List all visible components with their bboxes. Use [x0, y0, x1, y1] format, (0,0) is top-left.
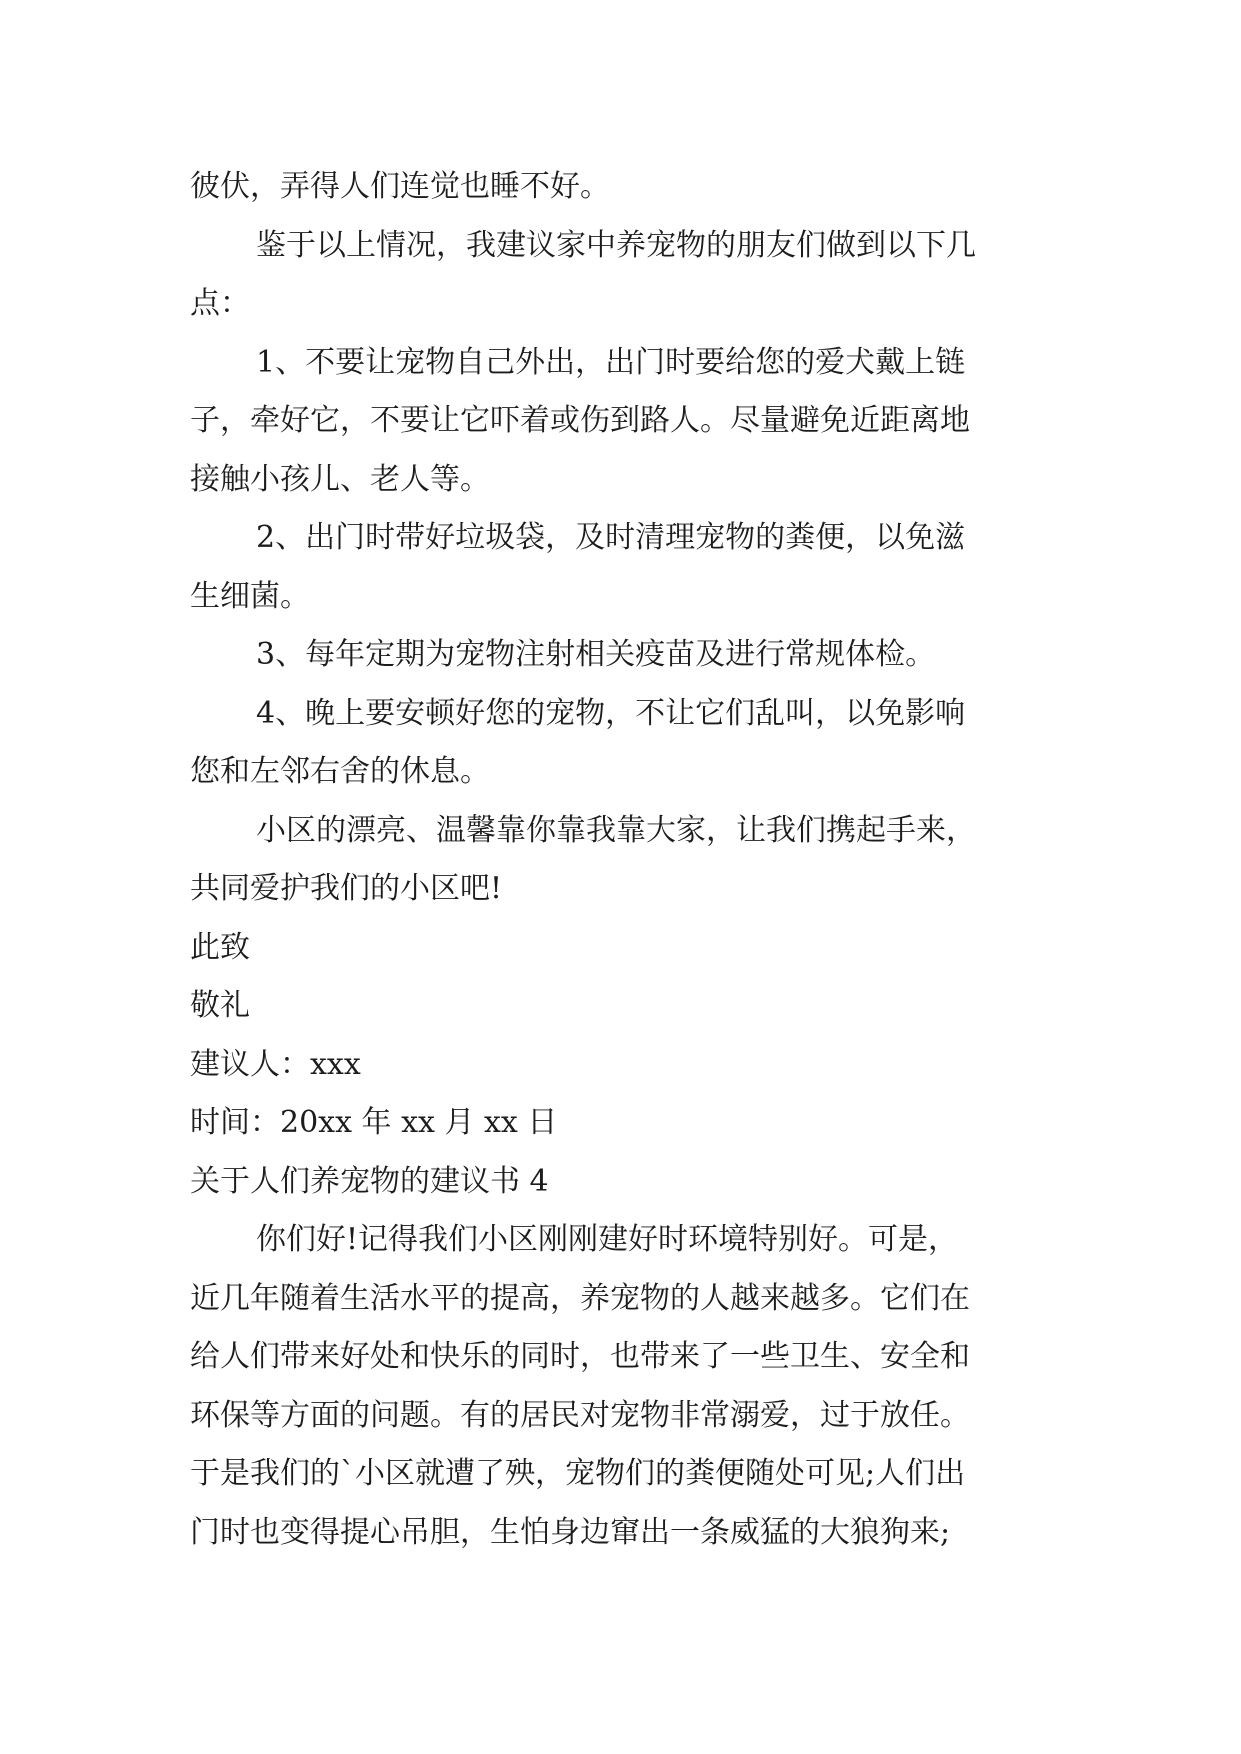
text-line: 小区的漂亮、温馨靠你靠我靠大家，让我们携起手来， — [256, 812, 976, 848]
text-line: 1、不要让宠物自己外出，出门时要给您的爱犬戴上链 — [256, 344, 966, 380]
text-line: 此致 — [190, 929, 250, 965]
text-line: 点： — [190, 286, 250, 321]
text-line: 4、晚上要安顿好您的宠物，不让它们乱叫，以免影响 — [256, 695, 966, 731]
text-line: 门时也变得提心吊胆，生怕身边窜出一条威猛的大狼狗来; — [190, 1514, 951, 1550]
text-line: 建议人：xxx — [190, 1046, 361, 1082]
text-line: 鉴于以上情况，我建议家中养宠物的朋友们做到以下几 — [256, 227, 976, 263]
text-line: 接触小孩儿、老人等。 — [190, 461, 490, 497]
text-line: 3、每年定期为宠物注射相关疫苗及进行常规体检。 — [256, 637, 936, 672]
text-line: 2、出门时带好垃圾袋，及时清理宠物的粪便，以免滋 — [256, 520, 966, 555]
text-line: 彼伏，弄得人们连觉也睡不好。 — [190, 169, 610, 204]
document-body — [190, 158, 1070, 1562]
text-line: 共同爱护我们的小区吧! — [190, 871, 503, 906]
text-line: 环保等方面的问题。有的居民对宠物非常溺爱，过于放任。 — [190, 1397, 970, 1433]
text-line: 时间：20xx 年 xx 月 xx 日 — [190, 1105, 558, 1140]
text-line: 生细菌。 — [190, 578, 310, 614]
text-line: 于是我们的`小区就遭了殃，宠物们的粪便随处可见;人们出 — [190, 1456, 966, 1491]
text-line: 敬礼 — [190, 988, 250, 1023]
text-line: 近几年随着生活水平的提高，养宠物的人越来越多。它们在 — [190, 1280, 970, 1316]
text-line: 给人们带来好处和快乐的同时，也带来了一些卫生、安全和 — [190, 1339, 970, 1374]
text-line: 您和左邻右舍的休息。 — [190, 754, 490, 789]
text-line: 子，牵好它，不要让它吓着或伤到路人。尽量避免近距离地 — [190, 403, 970, 438]
text-line: 你们好!记得我们小区刚刚建好时环境特别好。可是， — [256, 1222, 959, 1257]
section-heading: 关于人们养宠物的建议书 4 — [190, 1163, 549, 1199]
